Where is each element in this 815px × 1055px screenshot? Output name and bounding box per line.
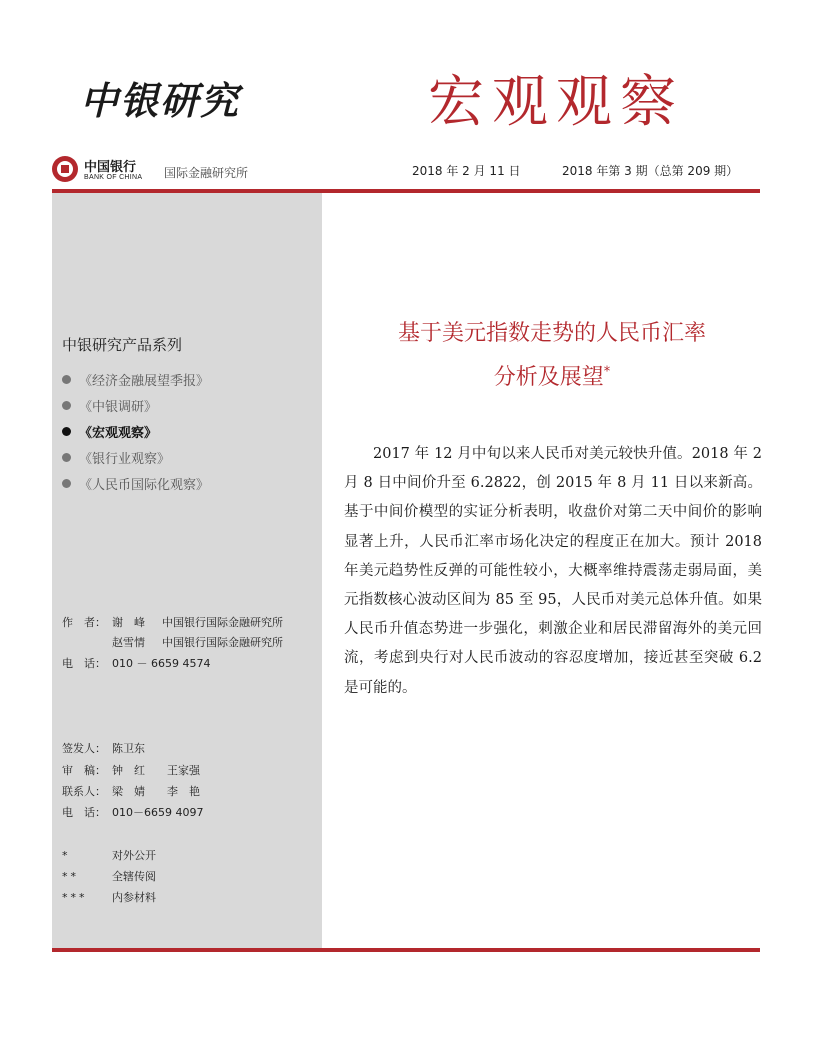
- contact-row: [62, 783, 200, 799]
- legend-label: 内参材料: [112, 891, 156, 904]
- article-title-line-1: 基于美元指数走势的人民币汇率: [397, 321, 706, 346]
- phone-label: 电 话：: [62, 806, 106, 819]
- issuer-label: 签发人：: [62, 742, 106, 755]
- reviewers-label: 审 稿：: [62, 764, 106, 777]
- series-item-active: [62, 418, 209, 444]
- legend-label: 对外公开: [112, 849, 156, 862]
- series-item-label: 《经济金融展望季报》: [79, 373, 210, 389]
- reviewer-names: 钟 红 王家强: [112, 764, 200, 777]
- author-name: 谢 峰: [112, 616, 145, 629]
- phone-label: 电 话：: [62, 657, 106, 670]
- author-phone: 010 － 6659 4574: [112, 657, 211, 670]
- series-item: [62, 366, 209, 392]
- bank-of-china-logo-icon: [52, 156, 78, 182]
- author-row-2: [112, 634, 283, 650]
- legend-symbol: *: [62, 849, 71, 862]
- legend-symbol: ***: [62, 891, 88, 904]
- footnote-mark: *: [603, 364, 611, 380]
- legend-symbol: **: [62, 870, 79, 883]
- bank-name-cn: 中国银行: [84, 160, 137, 175]
- legend-item: [62, 868, 156, 884]
- contact-names: 梁 婧 李 艳: [112, 785, 200, 798]
- contact-phone-row: [62, 804, 203, 820]
- series-item: [62, 392, 209, 418]
- legend-label: 全辖传阅: [112, 870, 156, 883]
- calligraphy-logo: 中银研究: [80, 78, 241, 123]
- issuer-name: 陈卫东: [112, 742, 145, 755]
- series-item-label: 《中银调研》: [79, 399, 158, 415]
- series-item-label: 《银行业观察》: [79, 451, 171, 467]
- article-title-text: 分析及展望: [493, 365, 604, 390]
- series-item: [62, 470, 209, 496]
- issue-number: 2018 年第 3 期（总第 209 期）: [562, 164, 739, 178]
- series-item: [62, 444, 209, 470]
- header-row: [52, 152, 760, 190]
- series-item-label: 《人民币国际化观察》: [79, 477, 210, 493]
- series-item-label: 《宏观观察》: [79, 425, 158, 441]
- bullet-icon: [62, 453, 71, 462]
- author-row-1: [62, 614, 283, 630]
- institute-name: 国际金融研究所: [164, 166, 249, 180]
- publication-date: 2018 年 2 月 11 日: [412, 164, 521, 178]
- publication-title: 宏观观察: [428, 70, 684, 135]
- author-name: 赵雪情: [112, 636, 145, 649]
- article-abstract: 2017 年 12 月中旬以来人民币对美元较快升值。2018 年 2 月 8 日中间价升至 6.2822，创 2015 年 8 月 11 日以来新高。基于中间价模型的实证分析表明，收盘价对第二天中间价的影响显著上升，人民币汇率市场化决定的程度正在加大。预计 2018 年美元趋势性反弹的可能性较小，大概率维持震荡走弱局面，美元指数核心波动区间为 85 至 95，人民币对美元总体升值。如果人民币升值态势进一步强化，刺激企业和居民滞留海外的美元回流，考虑到央行对人民币波动的容忍度增加，接近甚至突破 6.2 是可能的。: [344, 446, 762, 696]
- sidebar: [52, 193, 322, 949]
- author-org: 中国银行国际金融研究所: [162, 636, 283, 649]
- bullet-icon: [62, 427, 71, 436]
- contact-phone: 010－6659 4097: [112, 806, 204, 819]
- article-title-line-2: [322, 360, 782, 391]
- authors-label: 作 者：: [62, 616, 106, 629]
- bottom-divider: [52, 948, 760, 952]
- bullet-icon: [62, 375, 71, 384]
- contacts-label: 联系人：: [62, 785, 106, 798]
- bullet-icon: [62, 479, 71, 488]
- series-heading: 中银研究产品系列: [62, 336, 183, 354]
- issuer-row: [62, 740, 145, 756]
- series-list: [62, 366, 209, 496]
- reviewer-row: [62, 762, 200, 778]
- author-phone-row: [62, 655, 210, 671]
- author-org: 中国银行国际金融研究所: [162, 616, 283, 629]
- legend-item: [62, 847, 156, 863]
- bank-name-en: BANK OF CHINA: [84, 174, 143, 181]
- legend-item: [62, 889, 156, 905]
- bullet-icon: [62, 401, 71, 410]
